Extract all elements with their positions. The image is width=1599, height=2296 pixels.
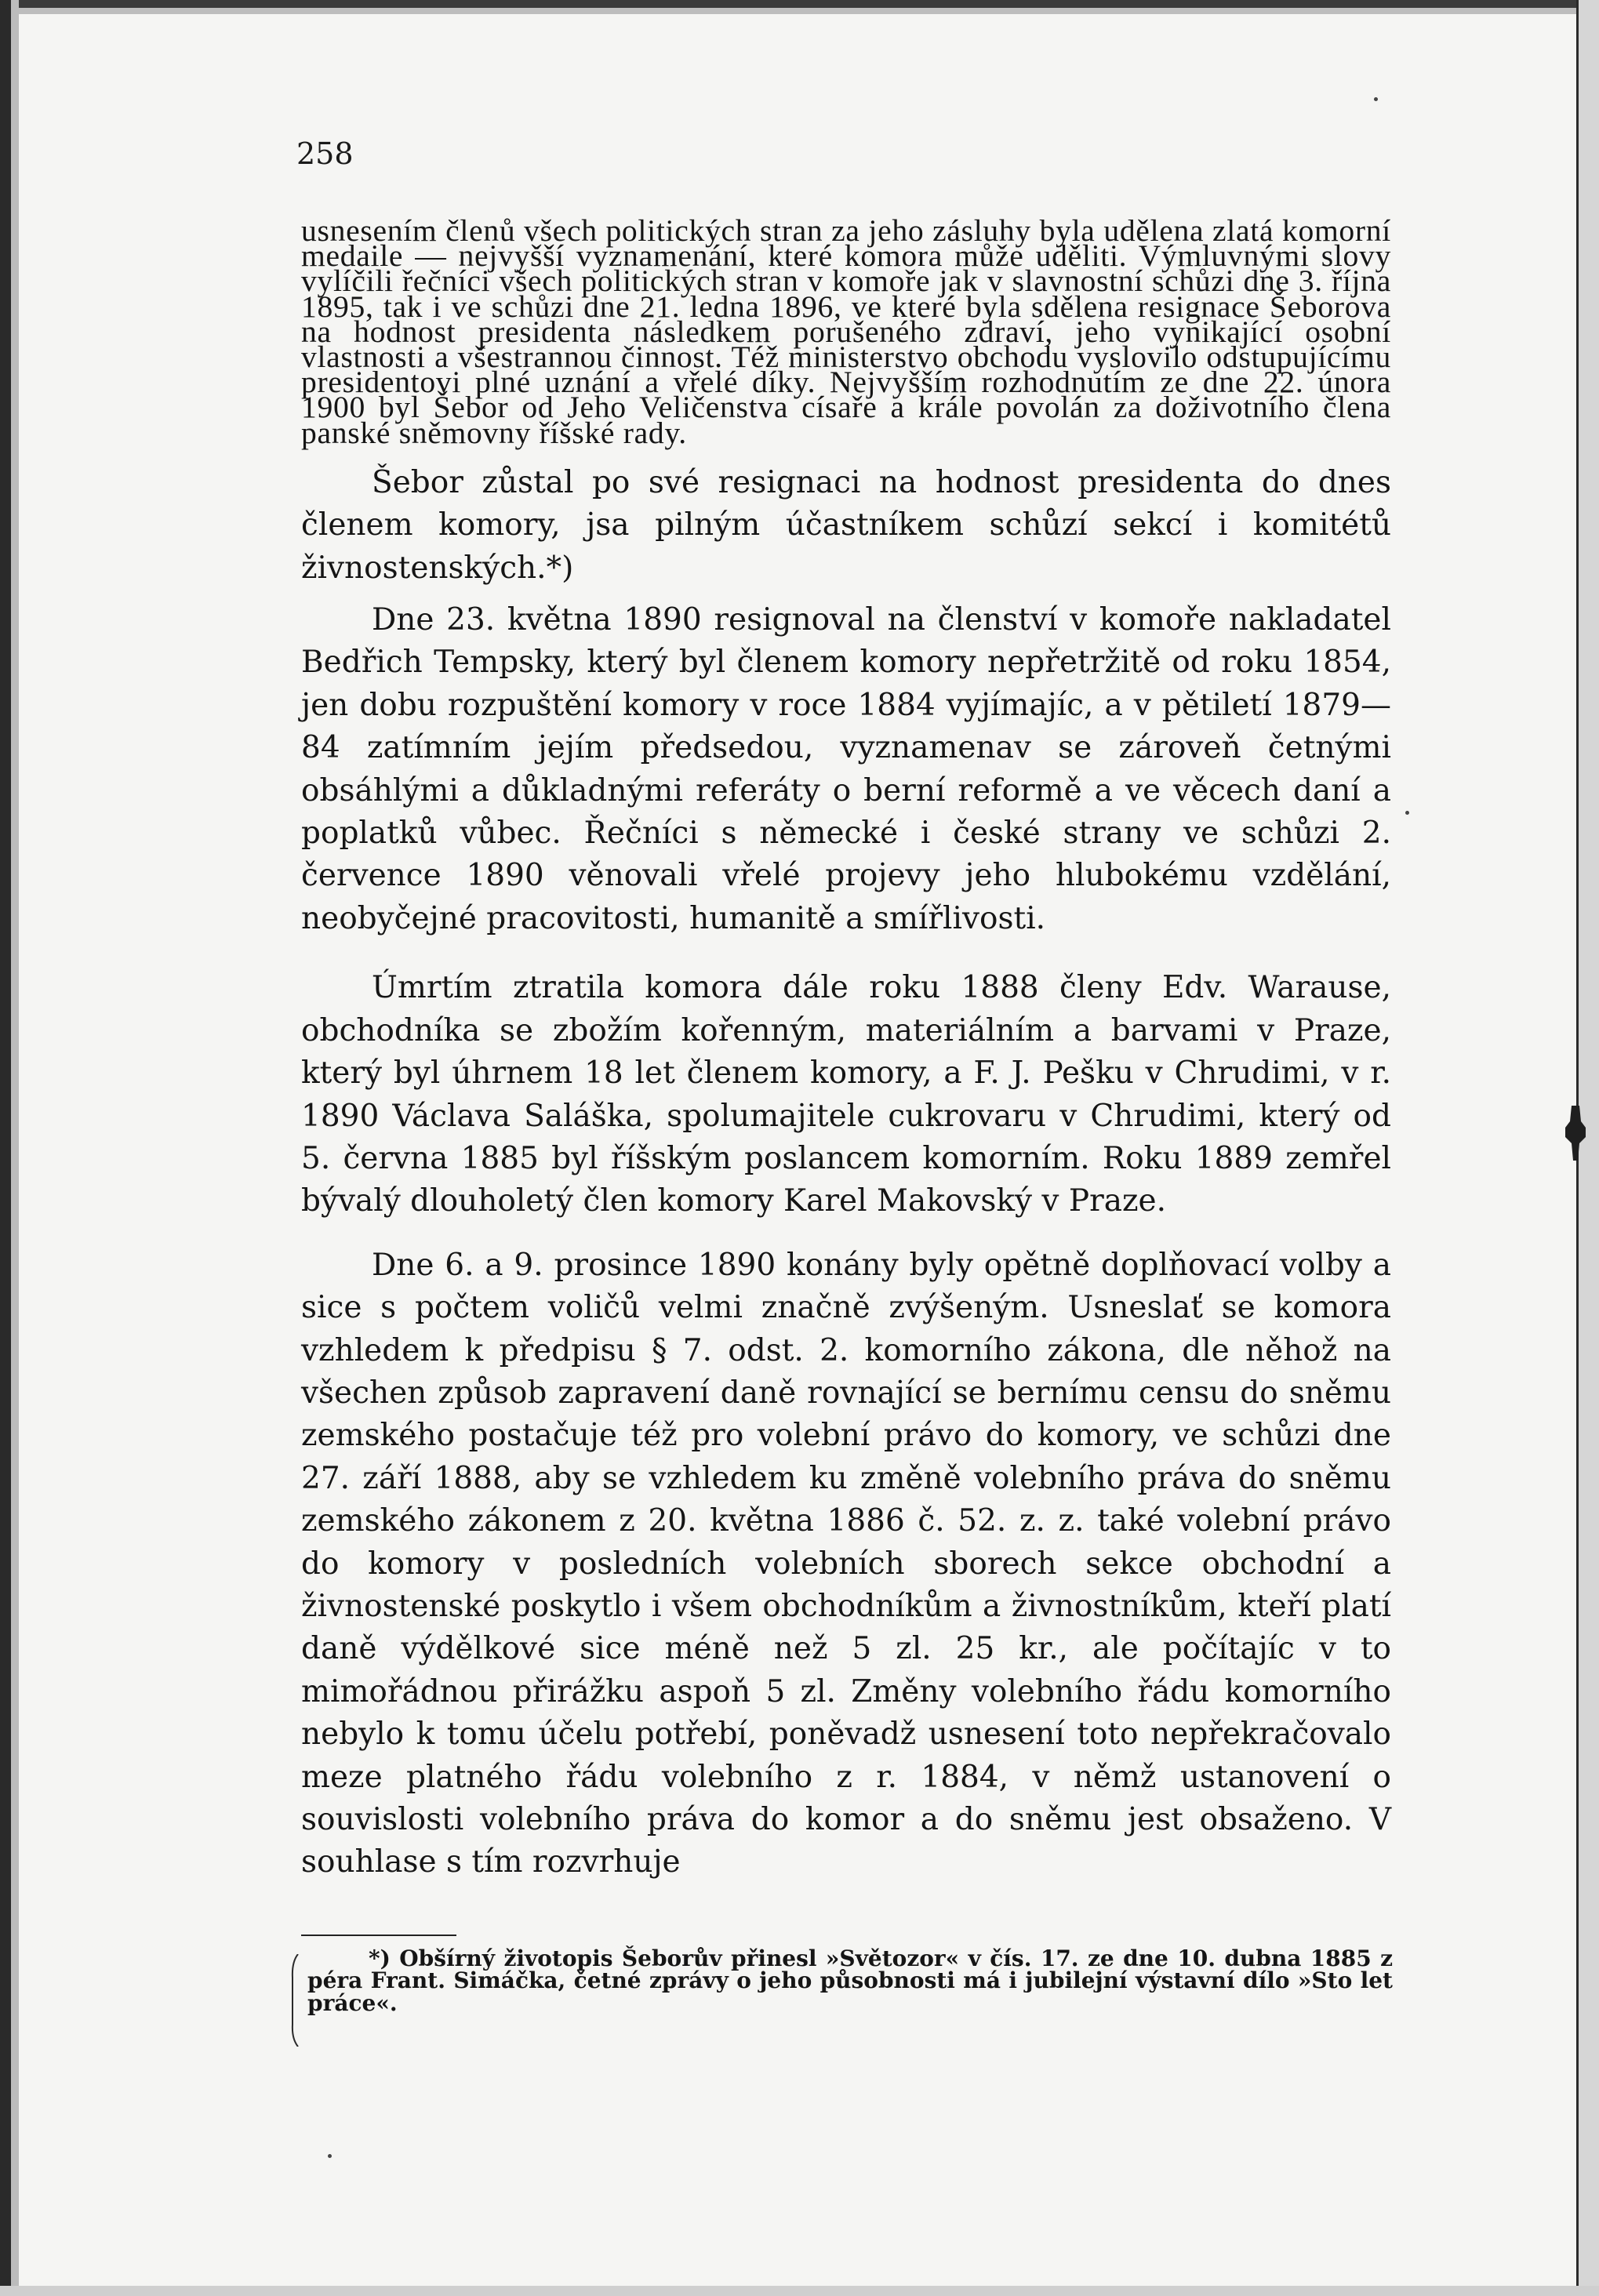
top-scan-shadow [0,8,1599,14]
paragraph-tempsky-resignation: Dne 23. května 1890 resignoval na členství v komoře nakladatel Bedřich Tempsky, který byl členem komory nepřetržitě od roku 1854, jen dobu rozpuštění komory v roce 1884 vyjímajíc, a v pětiletí 1879—84 zatímním jejím předsedou, vyznamenav se zároveň četnými obsáhlými a důkladnými referáty o berní reformě a ve věcech daní a poplatků vůbec. Řečníci s německé i české strany ve schůzi 2. července 1890 věnovali vřelé projevy jeho hlubokému vzdělání, neobyčejné pracovitosti, humanitě a smířlivosti. [301,602,1391,936]
binding-clip-mark [1565,1106,1586,1161]
paragraph-deaths: Úmrtím ztratila komora dále roku 1888 členy Edv. Warause, obchodníka se zbožím kořenným, materiálním a barvami v Praze, který byl úhrnem 18 let členem komory, a F. J. Pešku v Chrudimi, v r. 1890 Václava Saláška, spolumajitele cukrovaru v Chrudimi, který od 5. června 1885 byl říšským poslancem komorním. Roku 1889 zemřel bývalý dlouholetý člen komory Karel Makovský v Praze. [301,970,1391,1219]
footnote-bracket-mark [290,1954,300,2047]
paragraph-sebor-membership: Šebor zůstal po své resignaci na hodnost presidenta do dnes členem komory, jsa pilným účastníkem schůzí sekcí i komitétů živnostenských.*) [301,464,1391,586]
top-scan-edge [0,0,1599,8]
footnote-separator [301,1935,456,1936]
scan-speck [328,2154,332,2158]
paragraph-sebor-honours: usnesením členů všech politických stran za jeho zásluhy byla udělena zlatá komorní medaile — nejvyšší vyznamenání, které komora může uděliti. Výmluvnými slovy vylíčili řečníci všech politických stran v komoře jak v slavnostní schůzi dne 3. října 1895, tak i ve schůzi dne 21. ledna 1896, ve které byla sdělena resignace Šeborova na hodnost presidenta následkem porušeného zdraví, jeho vynikající osobní vlastnosti a všestrannou činnost. Též ministerstvo obchodu vyslovilo odstupujícímu presidentovi plné uznání a vřelé díky. Nejvyšším rozhodnutím ze dne 22. února 1900 byl Šebor od Jeho Veličenstva císaře a krále povolán za doživotního člena panské sněmovny říšské rady. [301,213,1391,450]
bottom-scan-edge [0,2286,1599,2296]
footnote: *) Obšírný životopis Šeborův přinesl »Světozor« v čís. 17. ze dne 10. dubna 1885 z péra Frant. Simáčka, četné zprávy o jeho působnosti má i jubilejní výstavní dílo »Sto let práce«. [307,1945,1393,2016]
left-scan-shadow [11,0,19,2296]
left-scan-edge [0,0,11,2296]
page-number: 258 [296,136,354,171]
scan-speck [1374,97,1378,101]
body-text [301,213,1391,1884]
paragraph-elections-1890: Dne 6. a 9. prosince 1890 konány byly opětně doplňovací volby a sice s počtem voličů velmi značně zvýšeným. Usneslať se komora vzhledem k předpisu § 7. odst. 2. komorního zákona, dle něhož na všechen způsob zapravení daně rovnající se bernímu censu do sněmu zemského postačuje též pro volební právo do komory, ve schůzi dne 27. září 1888, aby se vzhledem ku změně volebního práva do sněmu zemského zákonem z 20. května 1886 č. 52. z. z. také volební právo do komory v posledních volebních sborech sekce obchodní a živnostenské poskytlo i všem obchodníkům a živnostníkům, kteří platí daně výdělkové sice méně než 5 zl. 25 kr., ale počítajíc v to mimořádnou přirážku aspoň 5 zl. Změny volebního řádu komorního nebylo k tomu účelu potřebí, poněvadž usnesení toto nepřekračovalo meze platného řádu volebního z r. 1884, v němž ustanovení o souvislosti volebního práva do komor a do sněmu jest obsaženo. V souhlase s tím rozvrhuje [301,1247,1391,1880]
scan-speck [1405,811,1409,815]
